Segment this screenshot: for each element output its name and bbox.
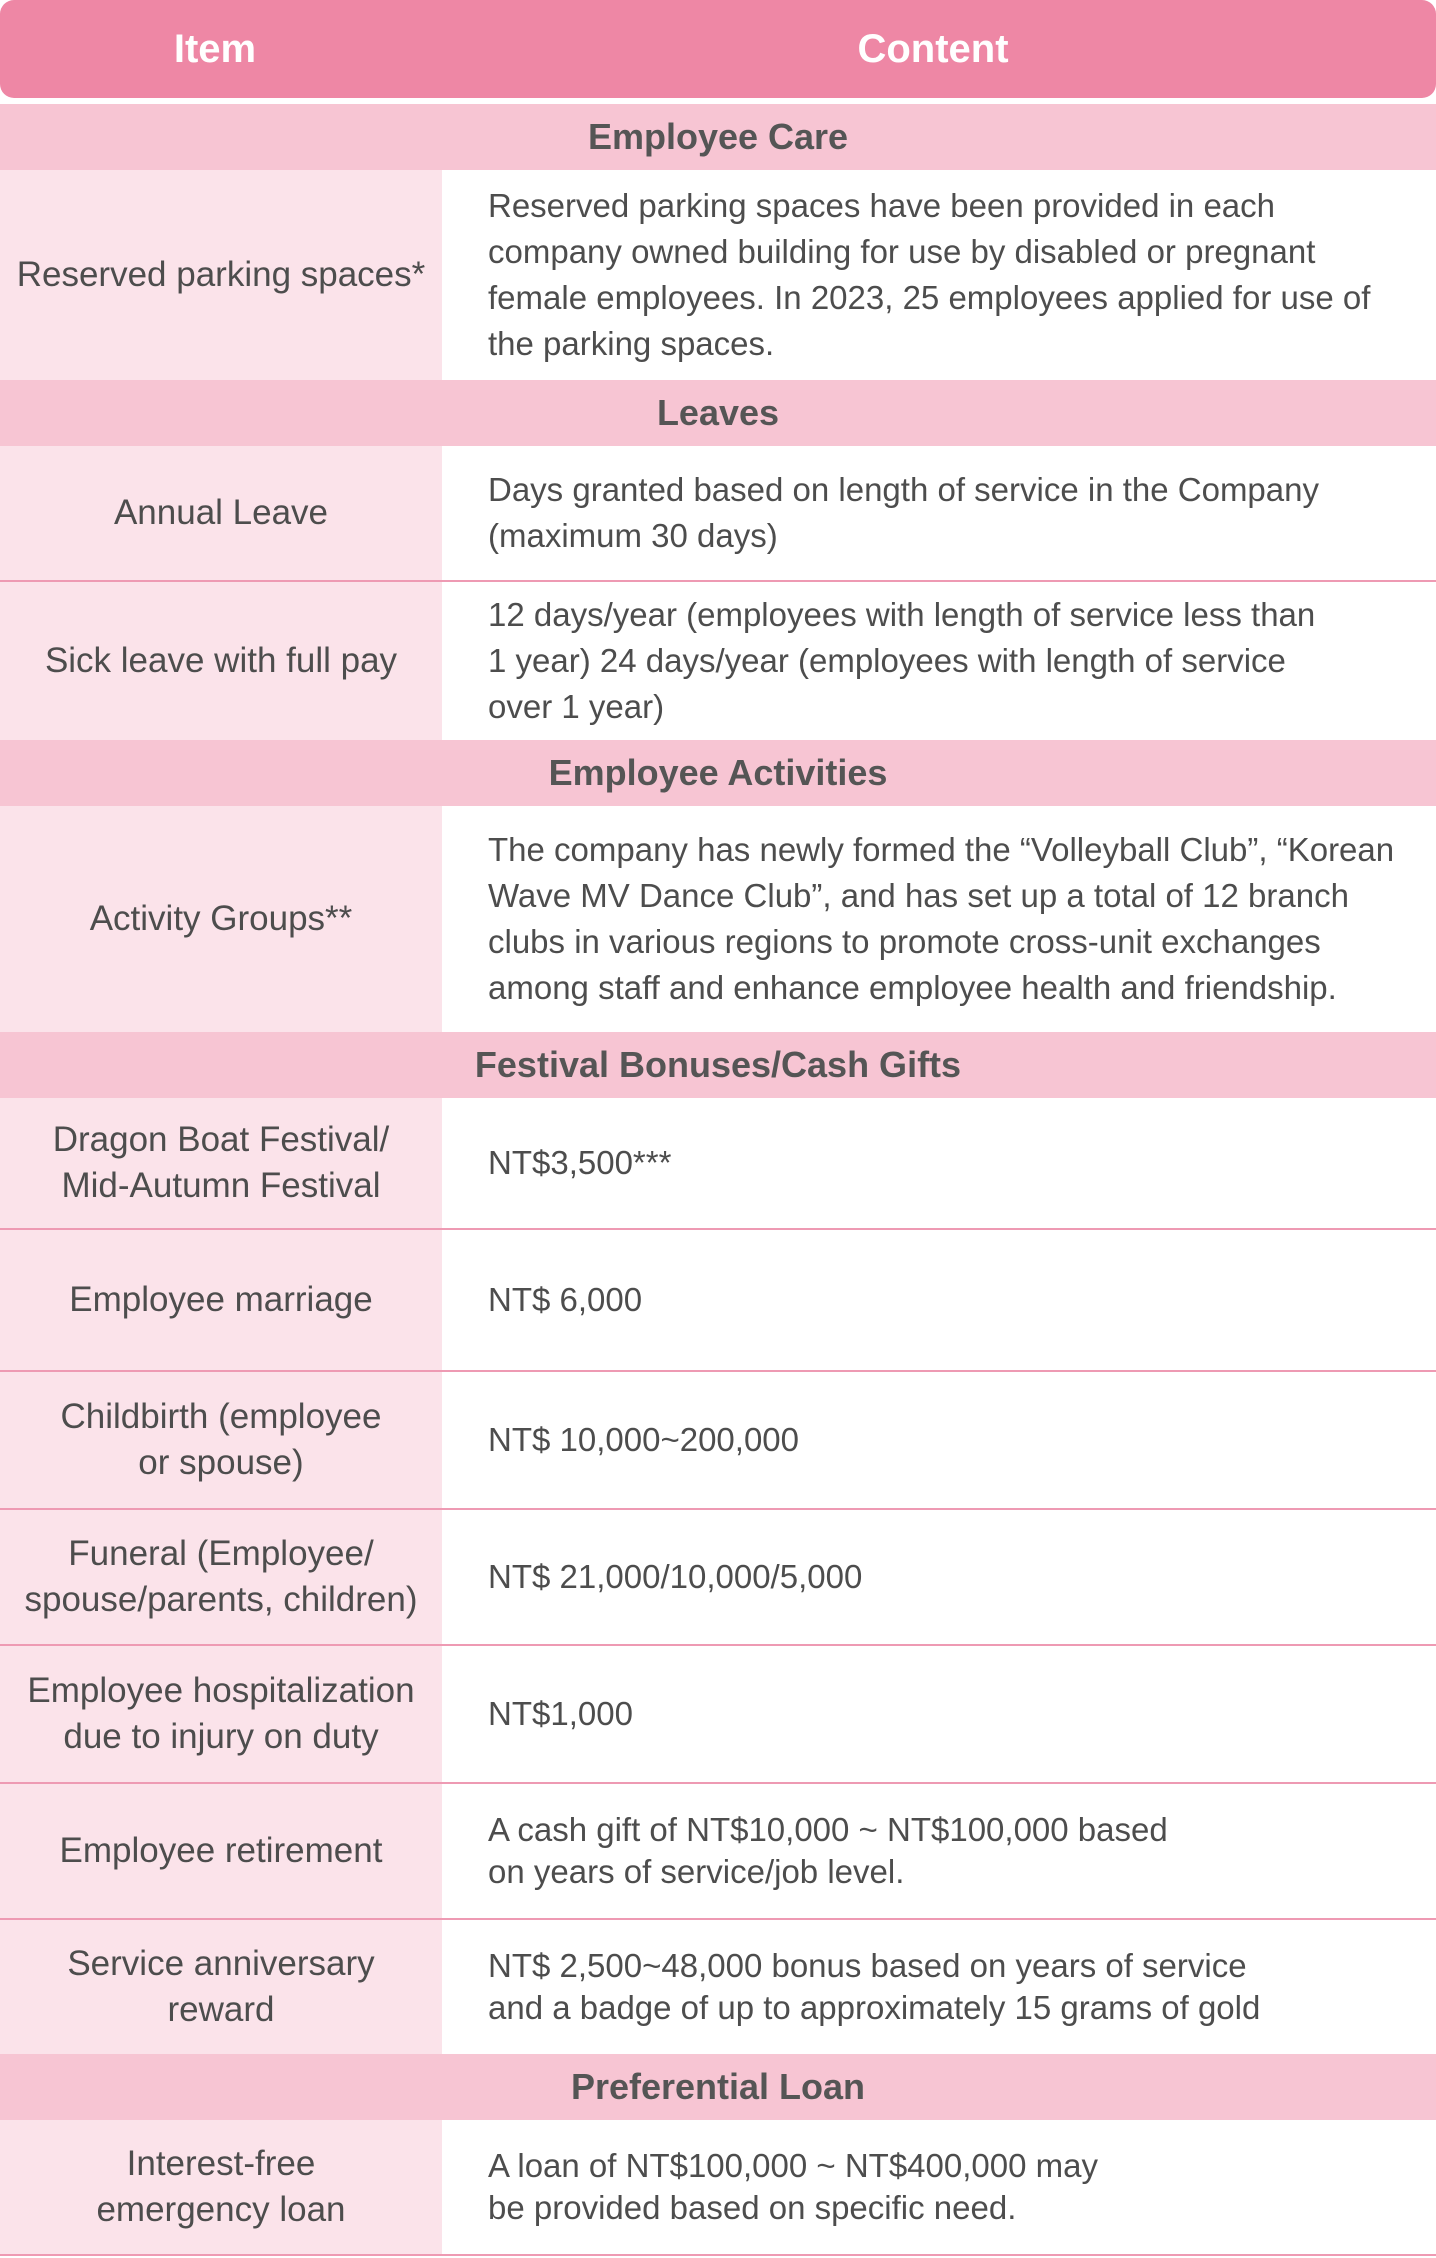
row-item: Employee hospitalization due to injury on duty [0, 1646, 442, 1782]
row-item: Service anniversary reward [0, 1920, 442, 2054]
table-row [0, 1098, 1436, 1230]
table-row [0, 1646, 1436, 1784]
row-item: Childbirth (employee or spouse) [0, 1372, 442, 1508]
row-item: Funeral (Employee/ spouse/parents, children) [0, 1510, 442, 1644]
row-item: Reserved parking spaces* [0, 170, 442, 380]
row-content: The company has newly formed the “Volleyball Club”, “Korean Wave MV Dance Club”, and has set up a total of 12 branch clubs in various regions to promote cross-unit exchanges among staff and enhance employee health and friendship. [442, 806, 1436, 1032]
section-employee-activities: Employee Activities [0, 740, 1436, 806]
table-row [0, 170, 1436, 380]
row-content: NT$ 2,500~48,000 bonus based on years of service and a badge of up to approximately 15 grams of gold [442, 1920, 1436, 2054]
row-content: A cash gift of NT$10,000 ~ NT$100,000 based on years of service/job level. [442, 1784, 1436, 1918]
row-content: Reserved parking spaces have been provided in each company owned building for use by disabled or pregnant female employees. In 2023, 25 employees applied for use of the parking spaces. [442, 170, 1436, 380]
row-item: Employee marriage [0, 1230, 442, 1370]
section-preferential-loan: Preferential Loan [0, 2054, 1436, 2120]
table-row [0, 582, 1436, 740]
row-item: Activity Groups** [0, 806, 442, 1032]
section-leaves: Leaves [0, 380, 1436, 446]
row-content: Days granted based on length of service in the Company (maximum 30 days) [442, 446, 1436, 580]
row-content: NT$ 21,000/10,000/5,000 [442, 1510, 1436, 1644]
row-item: Sick leave with full pay [0, 582, 442, 740]
row-item: Annual Leave [0, 446, 442, 580]
table-header [0, 0, 1436, 98]
table-row [0, 446, 1436, 582]
table-row [0, 1784, 1436, 1920]
table-row [0, 1372, 1436, 1510]
section-festival-bonuses: Festival Bonuses/Cash Gifts [0, 1032, 1436, 1098]
table-row [0, 1510, 1436, 1646]
header-content: Content [857, 26, 1009, 71]
section-employee-care: Employee Care [0, 104, 1436, 170]
row-content: NT$ 10,000~200,000 [442, 1372, 1436, 1508]
row-item: Employee retirement [0, 1784, 442, 1918]
row-content: NT$3,500*** [442, 1098, 1436, 1228]
row-content: 12 days/year (employees with length of service less than 1 year) 24 days/year (employees with length of service over 1 year) [442, 582, 1436, 740]
header-item: Item [173, 26, 257, 71]
row-content: A loan of NT$100,000 ~ NT$400,000 may be provided based on specific need. [442, 2120, 1436, 2254]
row-item: Dragon Boat Festival/ Mid-Autumn Festival [0, 1098, 442, 1228]
row-content: NT$1,000 [442, 1646, 1436, 1782]
table-row [0, 806, 1436, 1032]
table-row [0, 1230, 1436, 1372]
row-content: NT$ 6,000 [442, 1230, 1436, 1370]
table-row [0, 1920, 1436, 2054]
table-row [0, 2120, 1436, 2256]
row-item: Interest-free emergency loan [0, 2120, 442, 2254]
